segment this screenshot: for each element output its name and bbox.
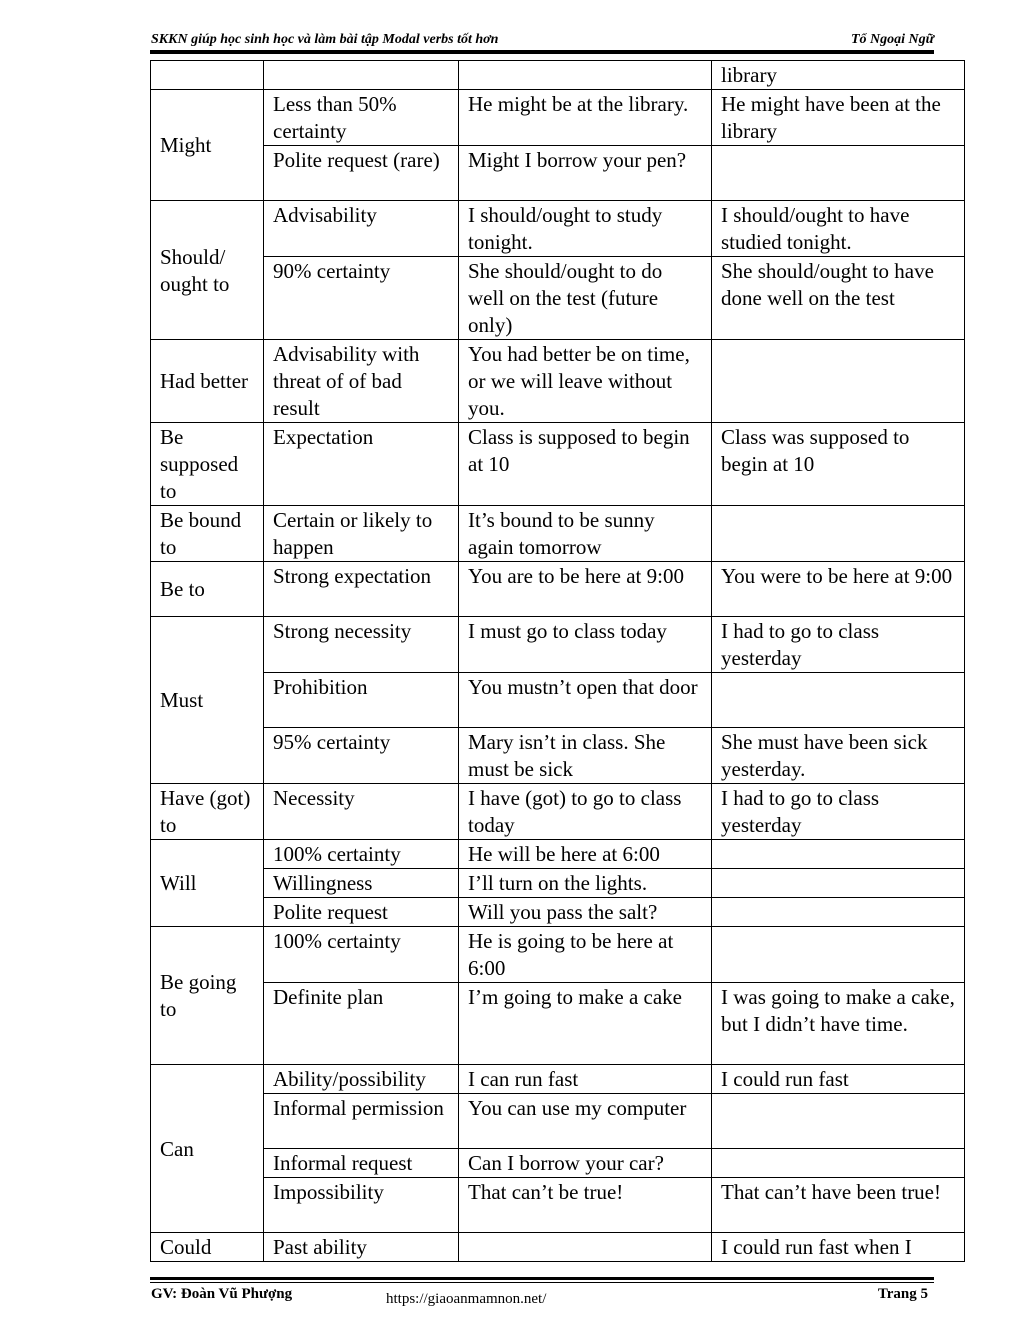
use-cell: 100% certainty bbox=[264, 840, 459, 869]
table-row bbox=[151, 340, 965, 423]
use-cell: 100% certainty bbox=[264, 927, 459, 983]
past-cell: She should/ought to have done well on the test bbox=[712, 257, 965, 340]
past-cell bbox=[712, 673, 965, 728]
present-cell: Will you pass the salt? bbox=[459, 898, 712, 927]
present-cell: He is going to be here at 6:00 bbox=[459, 927, 712, 983]
table-row bbox=[151, 1178, 965, 1233]
table-row bbox=[151, 673, 965, 728]
use-cell: Strong expectation bbox=[264, 562, 459, 617]
modal-verb-cell: Should/ ought to bbox=[151, 201, 264, 340]
table-row bbox=[151, 1149, 965, 1178]
use-cell: Ability/possibility bbox=[264, 1065, 459, 1094]
use-cell: Certain or likely to happen bbox=[264, 506, 459, 562]
use-cell: Strong necessity bbox=[264, 617, 459, 673]
present-cell: Might I borrow your pen? bbox=[459, 146, 712, 201]
table-cell bbox=[264, 61, 459, 90]
modal-verb-cell: Might bbox=[151, 90, 264, 201]
past-cell: I should/ought to have studied tonight. bbox=[712, 201, 965, 257]
modal-verb-cell: Be going to bbox=[151, 927, 264, 1065]
present-cell: You mustn’t open that door bbox=[459, 673, 712, 728]
use-cell: Past ability bbox=[264, 1233, 459, 1262]
modal-verb-cell: Could bbox=[151, 1233, 264, 1262]
past-cell: I had to go to class yesterday bbox=[712, 617, 965, 673]
use-cell: Advisability with threat of of bad result bbox=[264, 340, 459, 423]
use-cell: 95% certainty bbox=[264, 728, 459, 784]
modal-verb-cell: Will bbox=[151, 840, 264, 927]
table-cell bbox=[459, 61, 712, 90]
modal-verb-cell: Be bound to bbox=[151, 506, 264, 562]
table-row bbox=[151, 146, 965, 201]
present-cell: I should/ought to study tonight. bbox=[459, 201, 712, 257]
past-cell bbox=[712, 898, 965, 927]
present-cell: I have (got) to go to class today bbox=[459, 784, 712, 840]
past-cell: That can’t have been true! bbox=[712, 1178, 965, 1233]
present-cell: Mary isn’t in class. She must be sick bbox=[459, 728, 712, 784]
footer-url: https://giaoanmamnon.net/ bbox=[386, 1291, 547, 1307]
past-cell: I could run fast bbox=[712, 1065, 965, 1094]
present-cell: He might be at the library. bbox=[459, 90, 712, 146]
present-cell: That can’t be true! bbox=[459, 1178, 712, 1233]
present-cell: I must go to class today bbox=[459, 617, 712, 673]
past-cell: She must have been sick yesterday. bbox=[712, 728, 965, 784]
modal-verb-cell: Must bbox=[151, 617, 264, 784]
present-cell: She should/ought to do well on the test (future only) bbox=[459, 257, 712, 340]
table-row bbox=[151, 506, 965, 562]
modal-verb-cell: Had better bbox=[151, 340, 264, 423]
use-cell: Impossibility bbox=[264, 1178, 459, 1233]
modal-verb-cell: Be to bbox=[151, 562, 264, 617]
table-cell: library bbox=[712, 61, 965, 90]
use-cell: Necessity bbox=[264, 784, 459, 840]
past-cell bbox=[712, 1094, 965, 1149]
past-cell bbox=[712, 146, 965, 201]
use-cell: Informal request bbox=[264, 1149, 459, 1178]
present-cell: He will be here at 6:00 bbox=[459, 840, 712, 869]
use-cell: Definite plan bbox=[264, 983, 459, 1065]
page-number: Trang 5 bbox=[877, 1286, 928, 1302]
past-cell bbox=[712, 840, 965, 869]
past-cell: You were to be here at 9:00 bbox=[712, 562, 965, 617]
past-cell bbox=[712, 506, 965, 562]
modal-verb-cell: Can bbox=[151, 1065, 264, 1233]
present-cell: Can I borrow your car? bbox=[459, 1149, 712, 1178]
modal-verb-cell: Have (got) to bbox=[151, 784, 264, 840]
present-cell: You are to be here at 9:00 bbox=[459, 562, 712, 617]
table-row bbox=[151, 61, 965, 90]
use-cell: Willingness bbox=[264, 869, 459, 898]
use-cell: Advisability bbox=[264, 201, 459, 257]
present-cell: You had better be on time, or we will leave without you. bbox=[459, 340, 712, 423]
past-cell: He might have been at the library bbox=[712, 90, 965, 146]
table-row bbox=[151, 90, 965, 146]
modal-verbs-table bbox=[150, 60, 965, 1262]
table-row bbox=[151, 617, 965, 673]
past-cell bbox=[712, 1149, 965, 1178]
header-divider bbox=[150, 50, 934, 54]
past-cell bbox=[712, 340, 965, 423]
table-row bbox=[151, 423, 965, 506]
present-cell: You can use my computer bbox=[459, 1094, 712, 1149]
table-row bbox=[151, 562, 965, 617]
footer-author: GV: Đoàn Vũ Phượng bbox=[151, 1286, 293, 1302]
past-cell bbox=[712, 869, 965, 898]
use-cell: Informal permission bbox=[264, 1094, 459, 1149]
past-cell bbox=[712, 927, 965, 983]
table-row bbox=[151, 728, 965, 784]
past-cell: Class was supposed to begin at 10 bbox=[712, 423, 965, 506]
use-cell: Expectation bbox=[264, 423, 459, 506]
table-row bbox=[151, 869, 965, 898]
use-cell: Less than 50% certainty bbox=[264, 90, 459, 146]
table-row bbox=[151, 983, 965, 1065]
table-row bbox=[151, 927, 965, 983]
present-cell: I can run fast bbox=[459, 1065, 712, 1094]
use-cell: Polite request bbox=[264, 898, 459, 927]
header-department: Tổ Ngoại Ngữ bbox=[850, 32, 934, 47]
present-cell: It’s bound to be sunny again tomorrow bbox=[459, 506, 712, 562]
past-cell: I could run fast when I bbox=[712, 1233, 965, 1262]
table-row bbox=[151, 840, 965, 869]
table-row bbox=[151, 257, 965, 340]
present-cell bbox=[459, 1233, 712, 1262]
table-row bbox=[151, 1065, 965, 1094]
past-cell: I was going to make a cake, but I didn’t have time. bbox=[712, 983, 965, 1065]
table-row bbox=[151, 784, 965, 840]
past-cell: I had to go to class yesterday bbox=[712, 784, 965, 840]
present-cell: I’ll turn on the lights. bbox=[459, 869, 712, 898]
modal-verb-cell: Be supposed to bbox=[151, 423, 264, 506]
header-title: SKKN giúp học sinh học và làm bài tập Modal verbs tốt hơn bbox=[151, 32, 499, 47]
footer-divider bbox=[150, 1277, 934, 1283]
present-cell: I’m going to make a cake bbox=[459, 983, 712, 1065]
use-cell: 90% certainty bbox=[264, 257, 459, 340]
table-row bbox=[151, 1233, 965, 1262]
table-row bbox=[151, 1094, 965, 1149]
use-cell: Prohibition bbox=[264, 673, 459, 728]
table-row bbox=[151, 898, 965, 927]
use-cell: Polite request (rare) bbox=[264, 146, 459, 201]
table-cell bbox=[151, 61, 264, 90]
present-cell: Class is supposed to begin at 10 bbox=[459, 423, 712, 506]
table-row bbox=[151, 201, 965, 257]
